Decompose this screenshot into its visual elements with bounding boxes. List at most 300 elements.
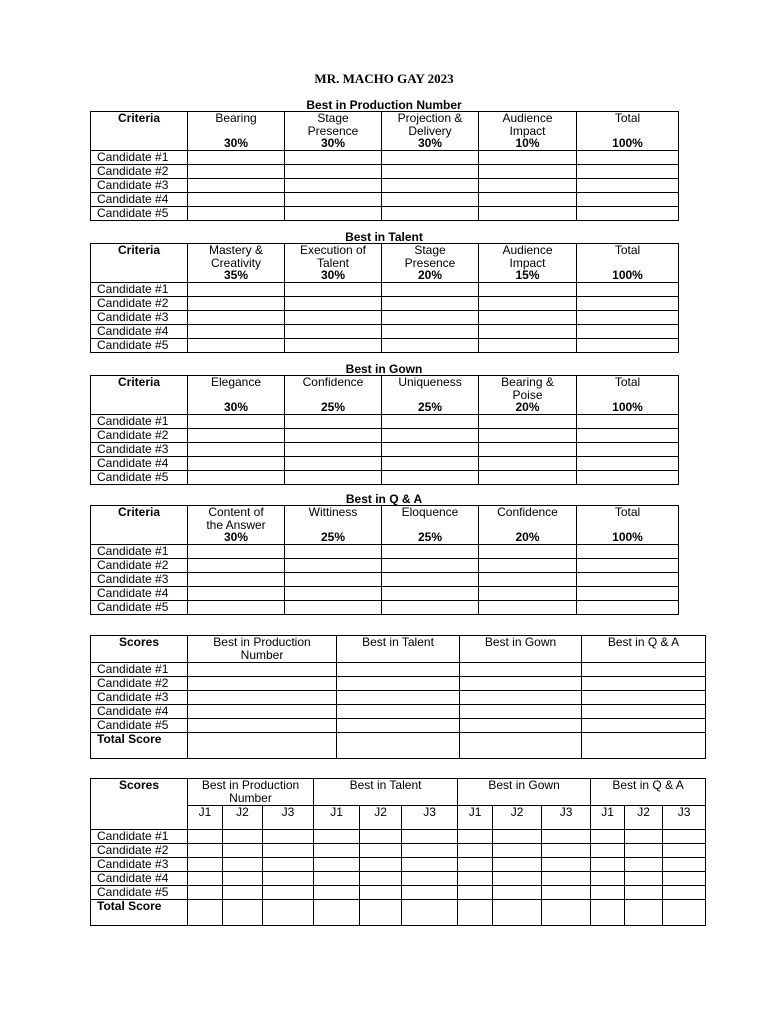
score-cell[interactable]	[460, 663, 582, 677]
score-cell[interactable]	[263, 830, 314, 844]
category-header	[314, 779, 458, 806]
total-score-cell[interactable]	[188, 733, 337, 759]
total-score-cell[interactable]	[493, 900, 542, 926]
score-cell[interactable]	[625, 886, 663, 900]
score-cell[interactable]	[577, 429, 679, 443]
candidate-row	[91, 283, 679, 297]
score-cell[interactable]	[582, 663, 706, 677]
score-cell[interactable]	[582, 691, 706, 705]
score-cell[interactable]	[577, 545, 679, 559]
score-cell[interactable]	[479, 283, 577, 297]
gown-table	[90, 375, 679, 485]
score-cell[interactable]	[542, 872, 591, 886]
candidate-label: Candidate #3	[91, 443, 188, 457]
criterion-weight: 20%	[417, 268, 443, 282]
score-cell[interactable]	[188, 872, 223, 886]
candidate-row	[91, 179, 679, 193]
score-cell[interactable]	[493, 886, 542, 900]
score-cell[interactable]	[479, 151, 577, 165]
score-cell[interactable]	[285, 429, 382, 443]
candidate-row	[91, 677, 706, 691]
score-cell[interactable]	[314, 886, 360, 900]
score-cell[interactable]	[402, 830, 458, 844]
criterion-header	[188, 244, 285, 283]
category-header	[591, 779, 706, 806]
score-cell[interactable]	[577, 471, 679, 485]
score-cell[interactable]	[382, 415, 479, 429]
score-cell[interactable]	[577, 193, 679, 207]
score-cell[interactable]	[382, 443, 479, 457]
criterion-weight: 10%	[515, 136, 540, 150]
criterion-weight: 30%	[320, 268, 346, 282]
score-cell[interactable]	[285, 283, 382, 297]
criterion-weight: 100%	[612, 268, 643, 282]
candidate-row	[91, 559, 679, 573]
score-cell[interactable]	[479, 545, 577, 559]
score-cell[interactable]	[479, 573, 577, 587]
score-cell[interactable]	[188, 830, 223, 844]
score-cell[interactable]	[263, 858, 314, 872]
score-cell[interactable]	[582, 677, 706, 691]
candidate-label: Candidate #5	[91, 471, 188, 485]
score-cell[interactable]	[337, 677, 460, 691]
category-header	[460, 636, 582, 663]
score-cell[interactable]	[479, 443, 577, 457]
criterion-header	[479, 376, 577, 415]
total-score-cell[interactable]	[625, 900, 663, 926]
judge-header: J3	[263, 806, 314, 830]
candidate-row	[91, 151, 679, 165]
criterion-header	[479, 112, 577, 151]
judge-header: J3	[663, 806, 706, 830]
criterion-name: Eloquence	[401, 505, 459, 519]
score-cell[interactable]	[337, 663, 460, 677]
criterion-name: Bearing & Poise	[501, 375, 554, 402]
score-cell[interactable]	[663, 872, 706, 886]
score-cell[interactable]	[479, 457, 577, 471]
score-cell[interactable]	[188, 151, 285, 165]
judge-header: J2	[223, 806, 263, 830]
candidate-label: Candidate #3	[91, 311, 188, 325]
score-cell[interactable]	[285, 443, 382, 457]
score-cell[interactable]	[577, 587, 679, 601]
score-cell[interactable]	[382, 151, 479, 165]
score-cell[interactable]	[314, 858, 360, 872]
score-cell[interactable]	[188, 587, 285, 601]
criterion-name: Elegance	[210, 375, 262, 389]
score-cell[interactable]	[402, 858, 458, 872]
score-cell[interactable]	[577, 151, 679, 165]
total-score-cell[interactable]	[582, 733, 706, 759]
criterion-weight: 20%	[515, 530, 540, 544]
candidate-label: Candidate #2	[91, 677, 188, 691]
score-cell[interactable]	[188, 179, 285, 193]
score-cell[interactable]	[479, 165, 577, 179]
candidate-row	[91, 297, 679, 311]
score-cell[interactable]	[458, 858, 493, 872]
score-cell[interactable]	[382, 573, 479, 587]
candidate-row	[91, 311, 679, 325]
candidate-row	[91, 858, 706, 872]
score-cell[interactable]	[577, 457, 679, 471]
judge-header: J3	[542, 806, 591, 830]
score-cell[interactable]	[625, 830, 663, 844]
score-cell[interactable]	[314, 872, 360, 886]
category-name: Best in Talent	[349, 778, 422, 792]
score-cell[interactable]	[577, 443, 679, 457]
header-row	[91, 244, 679, 283]
judge-header: J3	[402, 806, 458, 830]
score-cell[interactable]	[582, 719, 706, 733]
score-cell[interactable]	[188, 339, 285, 353]
score-cell[interactable]	[360, 844, 402, 858]
score-cell[interactable]	[493, 858, 542, 872]
candidate-row	[91, 415, 679, 429]
score-cell[interactable]	[188, 193, 285, 207]
score-cell[interactable]	[542, 844, 591, 858]
criterion-header	[382, 112, 479, 151]
score-cell[interactable]	[382, 297, 479, 311]
score-cell[interactable]	[382, 559, 479, 573]
score-cell[interactable]	[223, 844, 263, 858]
score-cell[interactable]	[360, 872, 402, 886]
criterion-header	[382, 376, 479, 415]
category-name: Best in Q & A	[612, 778, 684, 792]
score-cell[interactable]	[188, 559, 285, 573]
score-cell[interactable]	[382, 601, 479, 615]
score-cell[interactable]	[188, 415, 285, 429]
score-cell[interactable]	[314, 844, 360, 858]
candidate-label: Candidate #2	[91, 297, 188, 311]
category-header	[337, 636, 460, 663]
criterion-name: Stage Presence	[404, 243, 456, 270]
score-cell[interactable]	[337, 705, 460, 719]
qa-table	[90, 505, 679, 615]
score-cell[interactable]	[360, 830, 402, 844]
score-cell[interactable]	[285, 151, 382, 165]
score-cell[interactable]	[188, 283, 285, 297]
score-cell[interactable]	[493, 844, 542, 858]
score-cell[interactable]	[360, 858, 402, 872]
criterion-name: Confidence	[302, 375, 364, 389]
score-cell[interactable]	[402, 886, 458, 900]
candidate-row	[91, 872, 706, 886]
criterion-name: Projection & Delivery	[397, 111, 463, 138]
score-cell[interactable]	[382, 471, 479, 485]
score-cell[interactable]	[382, 193, 479, 207]
score-cell[interactable]	[188, 443, 285, 457]
score-cell[interactable]	[382, 545, 479, 559]
candidate-label: Candidate #1	[91, 545, 188, 559]
score-cell[interactable]	[223, 872, 263, 886]
candidate-label: Candidate #1	[91, 151, 188, 165]
score-cell[interactable]	[382, 283, 479, 297]
criterion-header	[285, 112, 382, 151]
score-cell[interactable]	[479, 587, 577, 601]
score-cell[interactable]	[479, 179, 577, 193]
score-cell[interactable]	[223, 886, 263, 900]
score-cell[interactable]	[458, 886, 493, 900]
candidate-row	[91, 457, 679, 471]
criterion-name: Total	[614, 243, 641, 257]
score-cell[interactable]	[458, 830, 493, 844]
candidate-row	[91, 443, 679, 457]
total-score-cell[interactable]	[663, 900, 706, 926]
criterion-header	[577, 506, 679, 545]
score-cell[interactable]	[188, 844, 223, 858]
talent-table	[90, 243, 679, 353]
total-score-cell[interactable]	[360, 900, 402, 926]
header-row	[91, 506, 679, 545]
total-score-cell[interactable]	[591, 900, 625, 926]
score-cell[interactable]	[188, 325, 285, 339]
score-cell[interactable]	[188, 886, 223, 900]
score-cell[interactable]	[285, 311, 382, 325]
total-score-cell[interactable]	[314, 900, 360, 926]
candidate-row	[91, 471, 679, 485]
score-cell[interactable]	[382, 311, 479, 325]
score-cell[interactable]	[285, 339, 382, 353]
category-name: Best in Gown	[488, 778, 560, 792]
candidate-label: Candidate #1	[91, 663, 188, 677]
score-cell[interactable]	[188, 719, 337, 733]
score-cell[interactable]	[591, 844, 625, 858]
score-cell[interactable]	[285, 193, 382, 207]
candidate-label: Candidate #1	[91, 415, 188, 429]
score-cell[interactable]	[188, 573, 285, 587]
section-title-production: Best in Production Number	[306, 98, 462, 112]
score-cell[interactable]	[360, 886, 402, 900]
score-cell[interactable]	[382, 325, 479, 339]
score-cell[interactable]	[188, 311, 285, 325]
score-cell[interactable]	[577, 207, 679, 221]
total-score-label: Total Score	[91, 733, 188, 759]
score-cell[interactable]	[382, 207, 479, 221]
score-cell[interactable]	[382, 165, 479, 179]
score-cell[interactable]	[577, 179, 679, 193]
criterion-header	[479, 506, 577, 545]
score-cell[interactable]	[479, 559, 577, 573]
score-cell[interactable]	[458, 872, 493, 886]
score-cell[interactable]	[188, 207, 285, 221]
candidate-label: Candidate #4	[91, 325, 188, 339]
score-cell[interactable]	[582, 705, 706, 719]
score-cell[interactable]	[460, 677, 582, 691]
score-cell[interactable]	[577, 559, 679, 573]
candidate-label: Candidate #4	[91, 457, 188, 471]
criterion-weight: 25%	[320, 530, 346, 544]
score-cell[interactable]	[577, 573, 679, 587]
score-cell[interactable]	[479, 471, 577, 485]
score-cell[interactable]	[663, 844, 706, 858]
score-cell[interactable]	[663, 886, 706, 900]
score-cell[interactable]	[591, 872, 625, 886]
score-cell[interactable]	[577, 325, 679, 339]
criterion-name: Total	[614, 375, 641, 389]
score-cell[interactable]	[493, 872, 542, 886]
score-cell[interactable]	[479, 339, 577, 353]
candidate-row	[91, 691, 706, 705]
criterion-weight: 100%	[612, 530, 643, 544]
score-cell[interactable]	[188, 691, 337, 705]
criterion-name: Total	[614, 505, 641, 519]
candidate-label: Candidate #5	[91, 719, 188, 733]
score-cell[interactable]	[479, 415, 577, 429]
score-cell[interactable]	[402, 872, 458, 886]
score-cell[interactable]	[382, 429, 479, 443]
score-cell[interactable]	[285, 179, 382, 193]
score-cell[interactable]	[314, 830, 360, 844]
judge-header: J1	[314, 806, 360, 830]
candidate-row	[91, 830, 706, 844]
score-cell[interactable]	[591, 886, 625, 900]
total-score-cell[interactable]	[458, 900, 493, 926]
candidate-row	[91, 325, 679, 339]
score-cell[interactable]	[285, 297, 382, 311]
score-cell[interactable]	[188, 705, 337, 719]
score-cell[interactable]	[285, 415, 382, 429]
candidate-row	[91, 573, 679, 587]
score-cell[interactable]	[337, 691, 460, 705]
score-cell[interactable]	[382, 587, 479, 601]
candidate-row	[91, 165, 679, 179]
criterion-header	[382, 244, 479, 283]
total-score-cell[interactable]	[337, 733, 460, 759]
score-cell[interactable]	[625, 872, 663, 886]
score-cell[interactable]	[542, 830, 591, 844]
score-cell[interactable]	[542, 886, 591, 900]
criteria-label: Criteria	[91, 376, 188, 415]
score-cell[interactable]	[285, 601, 382, 615]
total-score-cell[interactable]	[263, 900, 314, 926]
score-cell[interactable]	[188, 601, 285, 615]
score-cell[interactable]	[663, 858, 706, 872]
score-cell[interactable]	[577, 415, 679, 429]
total-score-row	[91, 900, 706, 926]
score-cell[interactable]	[460, 691, 582, 705]
score-cell[interactable]	[663, 830, 706, 844]
criteria-label: Criteria	[91, 506, 188, 545]
score-cell[interactable]	[285, 207, 382, 221]
criterion-weight: 25%	[320, 400, 346, 414]
summary-scores-table	[90, 635, 706, 759]
candidate-label: Candidate #4	[91, 872, 188, 886]
header-row	[91, 376, 679, 415]
score-cell[interactable]	[493, 830, 542, 844]
score-cell[interactable]	[591, 830, 625, 844]
score-cell[interactable]	[402, 844, 458, 858]
candidate-label: Candidate #2	[91, 429, 188, 443]
score-cell[interactable]	[188, 471, 285, 485]
score-cell[interactable]	[479, 325, 577, 339]
score-cell[interactable]	[458, 844, 493, 858]
score-cell[interactable]	[479, 297, 577, 311]
score-cell[interactable]	[263, 872, 314, 886]
score-cell[interactable]	[188, 663, 337, 677]
score-cell[interactable]	[577, 297, 679, 311]
score-cell[interactable]	[479, 311, 577, 325]
criterion-name: Wittiness	[308, 505, 358, 519]
score-cell[interactable]	[479, 207, 577, 221]
judge-header: J1	[188, 806, 223, 830]
criterion-header	[188, 376, 285, 415]
score-cell[interactable]	[479, 601, 577, 615]
score-cell[interactable]	[577, 165, 679, 179]
criterion-name: Confidence	[497, 505, 558, 519]
score-cell[interactable]	[382, 339, 479, 353]
criterion-name: Audience Impact	[502, 243, 553, 270]
score-cell[interactable]	[263, 886, 314, 900]
scores-label: Scores	[91, 779, 188, 830]
total-score-cell[interactable]	[223, 900, 263, 926]
total-score-cell[interactable]	[542, 900, 591, 926]
score-cell[interactable]	[223, 858, 263, 872]
score-cell[interactable]	[223, 830, 263, 844]
score-cell[interactable]	[188, 545, 285, 559]
score-cell[interactable]	[285, 325, 382, 339]
total-score-cell[interactable]	[460, 733, 582, 759]
score-cell[interactable]	[591, 858, 625, 872]
candidate-label: Candidate #3	[91, 573, 188, 587]
score-cell[interactable]	[479, 193, 577, 207]
score-cell[interactable]	[188, 429, 285, 443]
score-cell[interactable]	[188, 297, 285, 311]
score-cell[interactable]	[285, 559, 382, 573]
score-cell[interactable]	[625, 844, 663, 858]
score-cell[interactable]	[460, 719, 582, 733]
criterion-name: Total	[614, 111, 641, 125]
score-cell[interactable]	[625, 858, 663, 872]
score-cell[interactable]	[337, 719, 460, 733]
score-cell[interactable]	[479, 429, 577, 443]
criterion-weight: 20%	[515, 400, 540, 414]
score-cell[interactable]	[577, 601, 679, 615]
score-cell[interactable]	[285, 457, 382, 471]
candidate-label: Candidate #3	[91, 858, 188, 872]
score-cell[interactable]	[188, 457, 285, 471]
score-cell[interactable]	[188, 858, 223, 872]
candidate-label: Candidate #1	[91, 283, 188, 297]
score-cell[interactable]	[577, 311, 679, 325]
score-cell[interactable]	[285, 587, 382, 601]
score-cell[interactable]	[188, 165, 285, 179]
section-title-talent: Best in Talent	[345, 230, 423, 244]
score-cell[interactable]	[577, 339, 679, 353]
candidate-row	[91, 545, 679, 559]
judge-header: J1	[458, 806, 493, 830]
score-cell[interactable]	[285, 471, 382, 485]
score-cell[interactable]	[188, 677, 337, 691]
score-cell[interactable]	[382, 457, 479, 471]
criterion-header	[188, 112, 285, 151]
criterion-header	[382, 506, 479, 545]
score-cell[interactable]	[542, 858, 591, 872]
score-cell[interactable]	[285, 165, 382, 179]
score-cell[interactable]	[285, 573, 382, 587]
candidate-label: Candidate #5	[91, 601, 188, 615]
criterion-weight: 30%	[223, 400, 249, 414]
score-cell[interactable]	[460, 705, 582, 719]
total-score-cell[interactable]	[402, 900, 458, 926]
score-cell[interactable]	[577, 283, 679, 297]
criteria-label: Criteria	[91, 112, 188, 151]
score-cell[interactable]	[263, 844, 314, 858]
score-cell[interactable]	[382, 179, 479, 193]
section-title-gown: Best in Gown	[345, 362, 423, 376]
criterion-name: Stage Presence	[307, 111, 359, 138]
score-cell[interactable]	[285, 545, 382, 559]
total-score-cell[interactable]	[188, 900, 223, 926]
